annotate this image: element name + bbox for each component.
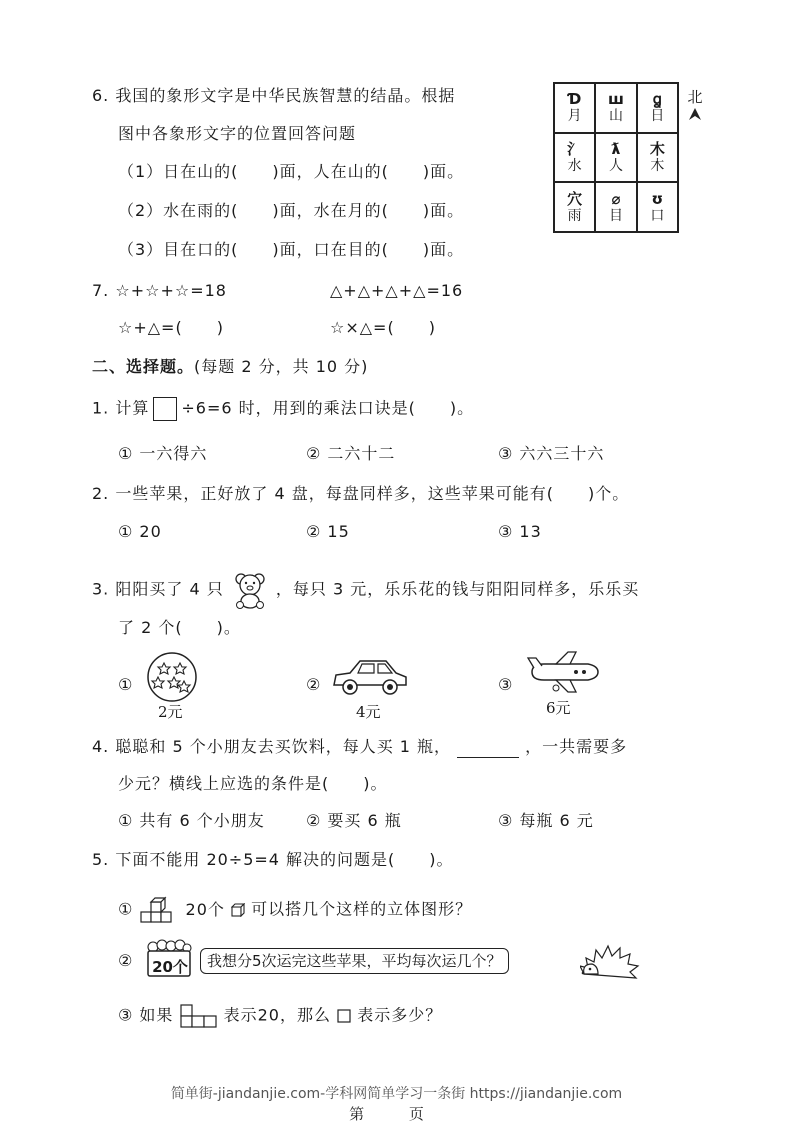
grid-cell [554, 133, 595, 183]
q6-sub3: （3）目在口的( )面，口在目的( )面。 [118, 240, 465, 259]
s5-option-3-mid: 表示20，那么 [223, 1005, 331, 1025]
s4-question [92, 736, 627, 758]
s2-option-2: ② 15 [306, 522, 350, 541]
q7-eq1: 7. ☆+☆+☆=18 [92, 281, 227, 300]
s5-option-2-num: ② [118, 951, 134, 970]
s3-price-1: 2元 [158, 703, 183, 721]
teddy-bear-icon [230, 570, 270, 610]
answer-box [153, 397, 177, 421]
grid-cell [554, 83, 595, 133]
grid-cell [595, 182, 636, 232]
s4-option-3: ③ 每瓶 6 元 [498, 811, 594, 830]
grid-cell [637, 182, 678, 232]
grid-cell [554, 182, 595, 232]
s3-option-3-label: ③ [498, 675, 514, 694]
s1-question [92, 397, 474, 421]
s3-question [92, 570, 639, 610]
pictograph-icon: ⺡ [567, 139, 583, 158]
q6-sub1: （1）日在山的( )面，人在山的( )面。 [118, 162, 465, 181]
q7-ask2: ☆×△=( ) [330, 318, 436, 337]
s5-question: 5. 下面不能用 20÷5=4 解决的问题是( )。 [92, 850, 454, 869]
hedgehog-icon [580, 942, 640, 980]
speech-bubble: 我想分5次运完这些苹果，平均每次运几个？ [200, 948, 509, 974]
pictograph-grid [553, 82, 679, 233]
cube-stack-icon [139, 894, 173, 926]
ball-icon [146, 651, 198, 703]
s5-option-3-pre: ③ 如果 [118, 1005, 174, 1025]
cube-icon [231, 903, 245, 917]
pictograph-icon: ⽊ [649, 139, 665, 158]
pictograph-icon: ƛ [611, 139, 621, 158]
grid-char: 水 [567, 157, 582, 174]
s3-price-2: 4元 [356, 703, 381, 721]
s5-option-1-text: 可以搭几个这样的立体图形？ [251, 899, 473, 919]
grid-char: 人 [608, 157, 623, 174]
grid-char: 山 [608, 108, 623, 125]
s2-option-3: ③ 13 [498, 522, 542, 541]
s5-option-1-num: ① [118, 899, 134, 919]
pictograph-icon: ꬶ [652, 90, 662, 109]
s1-pre: 1. 计算 [92, 398, 150, 418]
s4-post: ，一共需要多 [525, 737, 628, 756]
s2-question: 2. 一些苹果，正好放了 4 盘，每盘同样多，这些苹果可能有( )个。 [92, 484, 630, 503]
grid-char: 目 [608, 207, 623, 224]
north-indicator [682, 86, 708, 125]
section-heading [92, 356, 368, 378]
toy-airplane-icon [526, 650, 602, 696]
s1-post: ÷6=6 时，用到的乘法口诀是( )。 [181, 398, 475, 418]
north-arrow-icon [688, 107, 702, 121]
grid-char: 月 [567, 108, 582, 125]
s3-line2: 了 2 个( )。 [118, 618, 241, 637]
s5-option-1-count: 20个 [185, 899, 225, 919]
q6-line2: 图中各象形文字的位置回答问题 [118, 124, 357, 143]
s2-option-1: ① 20 [118, 522, 162, 541]
q7-eq2: △+△+△+△=16 [330, 281, 464, 300]
q6-line1: 6. 我国的象形文字是中华民族智慧的结晶。根据 [92, 86, 456, 105]
grid-char: 口 [650, 207, 665, 224]
square-icon [337, 1009, 351, 1023]
grid-cell [637, 83, 678, 133]
grid-char: 木 [650, 157, 665, 174]
s5-option-3 [118, 1004, 442, 1028]
basket-label: 20个 [152, 958, 188, 976]
answer-underline [457, 741, 519, 758]
s4-pre: 4. 聪聪和 5 个小朋友去买饮料，每人买 1 瓶， [92, 737, 452, 756]
toy-car-icon [330, 655, 410, 697]
grid-cell [595, 133, 636, 183]
pictograph-icon: ꟺ [608, 90, 624, 109]
q6-sub2: （2）水在雨的( )面，水在月的( )面。 [118, 201, 465, 220]
s3-price-3: 6元 [546, 699, 571, 717]
page-number: 第 页 [349, 1105, 444, 1123]
pictograph-icon: ʊ [651, 189, 664, 208]
north-label: 北 [687, 88, 703, 106]
s1-option-2: ② 二六十二 [306, 444, 396, 463]
s5-option-1 [118, 894, 472, 926]
s3-option-1-label: ① [118, 675, 134, 694]
s5-option-3-post: 表示多少？ [357, 1005, 443, 1025]
s3-pre: 3. 阳阳买了 4 只 [92, 579, 224, 599]
q7-ask1: ☆+△=( ) [118, 318, 224, 337]
s3-post: ，每只 3 元，乐乐花的钱与阳阳同样多，乐乐买 [275, 579, 640, 599]
pictograph-icon: ⌀ [611, 189, 621, 208]
grid-char: 日 [650, 108, 665, 125]
s4-option-2: ② 要买 6 瓶 [306, 811, 402, 830]
s3-option-2-label: ② [306, 675, 322, 694]
pictograph-icon: ⽳ [567, 189, 583, 208]
watermark-footer: 简单街-jiandanjie.com-学科网简单学习一条街 https://jiandanjie.com [170, 1086, 623, 1102]
square-pattern-icon [180, 1004, 218, 1028]
grid-char: 雨 [567, 207, 582, 224]
s1-option-3: ③ 六六三十六 [498, 444, 605, 463]
s4-line2: 少元？横线上应选的条件是( )。 [118, 774, 388, 793]
pictograph-icon: Ɗ [568, 90, 582, 109]
section-title: 二、选择题。 [92, 357, 195, 376]
grid-cell [637, 133, 678, 183]
s4-option-1: ① 共有 6 个小朋友 [118, 811, 265, 830]
s1-option-1: ① 一六得六 [118, 444, 208, 463]
section-note: (每题 2 分，共 10 分) [194, 357, 369, 376]
grid-cell [595, 83, 636, 133]
